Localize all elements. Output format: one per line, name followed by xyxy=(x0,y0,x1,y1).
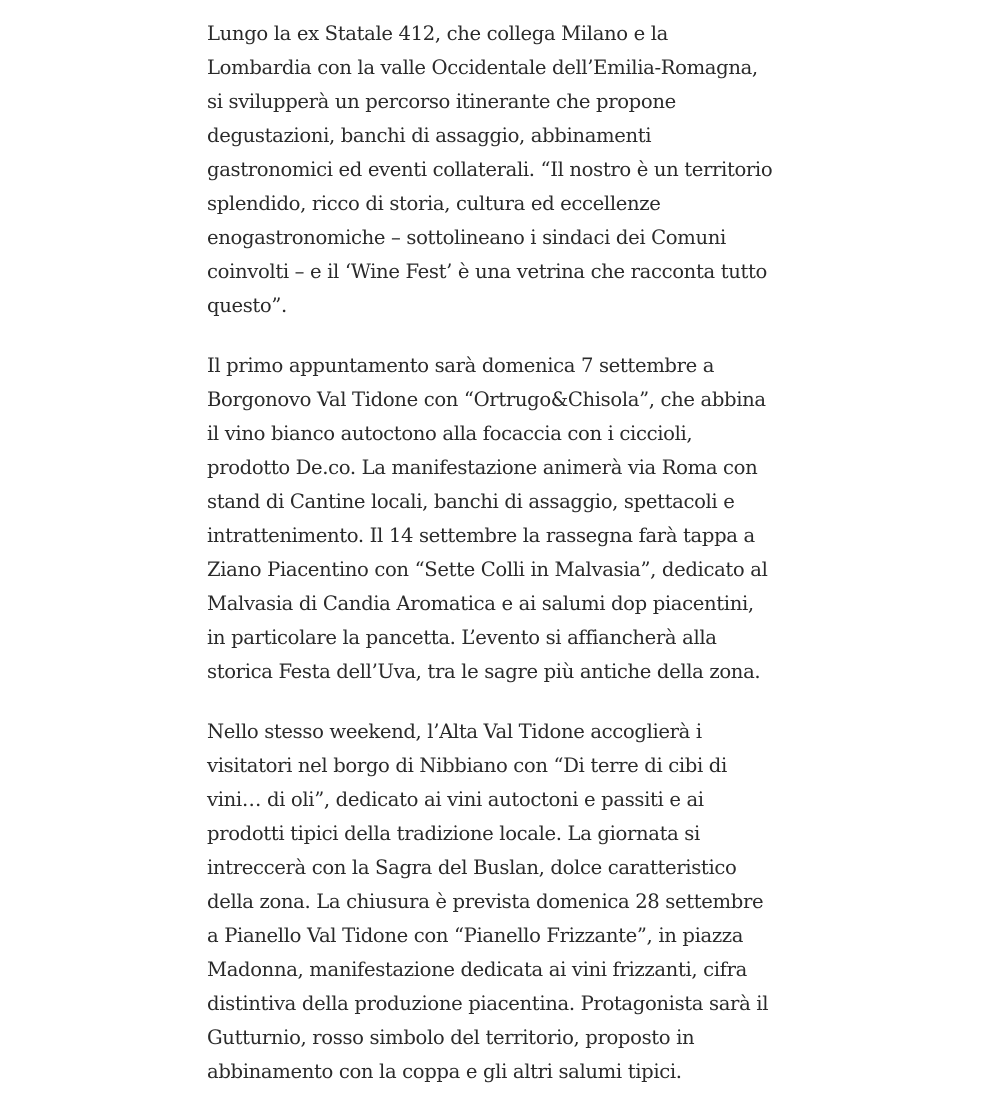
article-paragraph-2: Il primo appuntamento sarà domenica 7 settembre a Borgonovo Val Tidone con “Ortrugo&Chisola”, che abbina il vino bianco autoctono alla focaccia con i ciccioli, prodotto De.co. La manifestazione animerà via Roma con stand di Cantine locali, banchi di assaggio, spettacoli e intrattenimento. Il 14 settembre la rassegna farà tappa a Ziano Piacentino con “Sette Colli in Malvasia”, dedicato al Malvasia di Candia Aromatica e ai salumi dop piacentini, in particolare la pancetta. L’evento si affiancherà alla storica Festa dell’Uva, tra le sagre più antiche della zona. xyxy=(207,354,768,683)
article-paragraph-3: Nello stesso weekend, l’Alta Val Tidone accoglierà i visitatori nel borgo di Nibbiano con “Di terre di cibi di vini… di oli”, dedicato ai vini autoctoni e passiti e ai prodotti tipici della tradizione locale. La giornata si intreccerà con la Sagra del Buslan, dolce caratteristico della zona. La chiusura è prevista domenica 28 settembre a Pianello Val Tidone con “Pianello Frizzante”, in piazza Madonna, manifestazione dedicata ai vini frizzanti, cifra distintiva della produzione piacentina. Protagonista sarà il Gutturnio, rosso simbolo del territorio, proposto in abbinamento con la coppa e gli altri salumi tipici. xyxy=(207,720,769,1083)
article-body xyxy=(207,17,773,1089)
article-paragraph-1: Lungo la ex Statale 412, che collega Milano e la Lombardia con la valle Occidentale dell’Emilia-Romagna, si svilupperà un percorso itinerante che propone degustazioni, banchi di assaggio, abbinamenti gastronomici ed eventi collaterali. “Il nostro è un territorio splendido, ricco di storia, cultura ed eccellenze enogastronomiche – sottolineano i sindaci dei Comuni coinvolti – e il ‘Wine Fest’ è una vetrina che racconta tutto questo”. xyxy=(207,22,773,317)
